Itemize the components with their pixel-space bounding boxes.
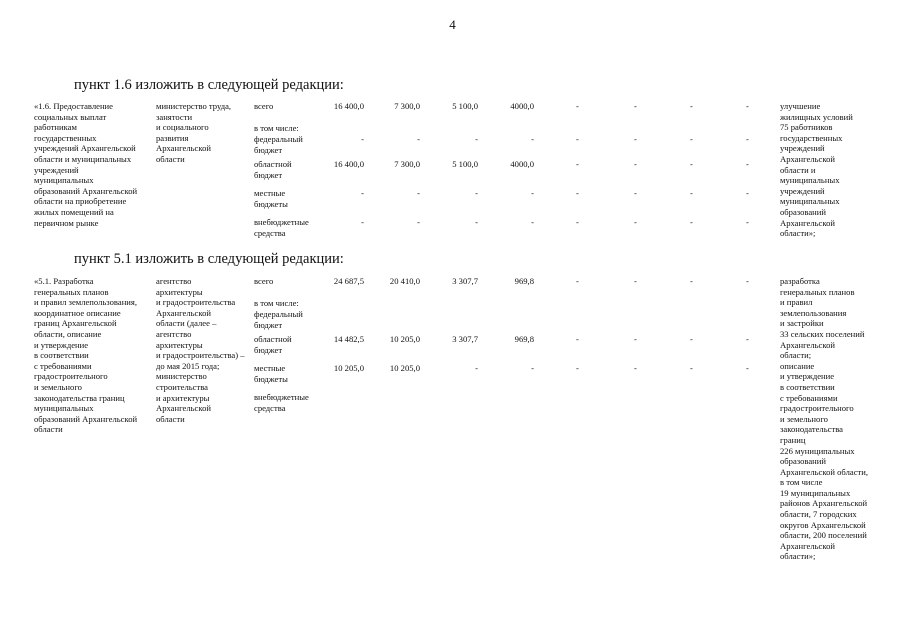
funding-source-label bbox=[254, 309, 303, 330]
empty-year-dash: - bbox=[634, 276, 637, 286]
text-line: учреждений bbox=[780, 185, 825, 196]
text-line: государственных bbox=[34, 132, 97, 143]
empty-year-dash: - bbox=[634, 159, 637, 169]
amount-cell: 7 300,0 bbox=[394, 159, 420, 169]
empty-year-dash: - bbox=[746, 101, 749, 111]
funding-source-label bbox=[254, 276, 273, 287]
text-line: жилищных условий bbox=[780, 111, 853, 122]
amount-cell: 20 410,0 bbox=[389, 276, 420, 286]
text-line: и правил землепользования, bbox=[34, 297, 137, 308]
expected-result bbox=[780, 101, 853, 239]
empty-year-dash: - bbox=[576, 101, 579, 111]
empty-year-dash: - bbox=[690, 134, 693, 144]
text-line: законодательства bbox=[780, 424, 843, 435]
text-line: в том числе: bbox=[254, 123, 299, 133]
empty-year-dash: - bbox=[746, 159, 749, 169]
text-line: образований bbox=[780, 456, 826, 467]
empty-year-dash: - bbox=[634, 217, 637, 227]
text-line: внебюджетные bbox=[254, 392, 309, 402]
amount-cell: 969,8 bbox=[514, 334, 534, 344]
amount-cell: 5 100,0 bbox=[452, 159, 478, 169]
amount-cell: 10 205,0 bbox=[389, 334, 420, 344]
amount-cell: - bbox=[361, 217, 364, 227]
text-line: Архангельской bbox=[156, 403, 211, 414]
empty-year-dash: - bbox=[690, 159, 693, 169]
text-line: Архангельской bbox=[780, 540, 835, 551]
empty-year-dash: - bbox=[746, 363, 749, 373]
funding-source-label bbox=[254, 298, 299, 309]
text-line: законодательства границ bbox=[34, 392, 125, 403]
text-line: 75 работников bbox=[780, 122, 833, 133]
text-line: области bbox=[156, 413, 185, 424]
empty-year-dash: - bbox=[690, 276, 693, 286]
text-line: Архангельской bbox=[780, 217, 835, 228]
text-line: Архангельской bbox=[780, 153, 835, 164]
empty-year-dash: - bbox=[746, 276, 749, 286]
text-line: районов Архангельской bbox=[780, 498, 868, 509]
empty-year-dash: - bbox=[576, 159, 579, 169]
amount-cell: 24 687,5 bbox=[333, 276, 364, 286]
amount-cell: - bbox=[475, 134, 478, 144]
funding-source-label bbox=[254, 123, 299, 134]
text-line: с требованиями bbox=[780, 392, 838, 403]
amount-cell: - bbox=[531, 188, 534, 198]
funding-source-label bbox=[254, 101, 273, 112]
executor bbox=[156, 101, 231, 165]
text-line: министерство bbox=[156, 371, 207, 382]
amount-cell: - bbox=[361, 134, 364, 144]
expected-result bbox=[780, 276, 868, 562]
text-line: жилых помещений на bbox=[34, 206, 114, 217]
text-line: 33 сельских поселений bbox=[780, 328, 865, 339]
text-line: бюджет bbox=[254, 169, 283, 180]
text-line: и утверждение bbox=[780, 371, 835, 382]
empty-year-dash: - bbox=[634, 134, 637, 144]
text-line: улучшение bbox=[780, 101, 821, 111]
empty-year-dash: - bbox=[576, 334, 579, 344]
funding-source-label bbox=[254, 392, 309, 413]
empty-year-dash: - bbox=[746, 188, 749, 198]
text-line: бюджеты bbox=[254, 198, 288, 209]
amount-cell: 969,8 bbox=[514, 276, 534, 286]
text-line: Архангельской области, bbox=[780, 466, 869, 477]
text-line: областной bbox=[254, 159, 292, 169]
empty-year-dash: - bbox=[634, 101, 637, 111]
funding-source-label bbox=[254, 134, 303, 155]
empty-year-dash: - bbox=[634, 363, 637, 373]
text-line: учреждений Архангельской bbox=[34, 143, 136, 154]
amount-cell: - bbox=[475, 217, 478, 227]
text-line: области bbox=[156, 153, 185, 164]
text-line: генеральных планов bbox=[780, 286, 855, 297]
text-line: агентство bbox=[156, 328, 192, 339]
amount-cell: 7 300,0 bbox=[394, 101, 420, 111]
text-line: области и муниципальных bbox=[34, 153, 132, 164]
text-line: округов Архангельской bbox=[780, 519, 866, 530]
text-line: границ bbox=[780, 434, 806, 445]
amount-cell: 16 400,0 bbox=[333, 101, 364, 111]
amount-cell: - bbox=[417, 188, 420, 198]
empty-year-dash: - bbox=[690, 188, 693, 198]
empty-year-dash: - bbox=[576, 276, 579, 286]
page-number: 4 bbox=[449, 17, 456, 32]
amount-cell: - bbox=[475, 188, 478, 198]
amount-cell: 4000,0 bbox=[510, 159, 534, 169]
text-line: работникам bbox=[34, 122, 77, 133]
funding-source-label bbox=[254, 363, 288, 384]
text-line: Архангельской bbox=[156, 307, 211, 318]
text-line: и застройки bbox=[780, 318, 824, 329]
empty-year-dash: - bbox=[690, 101, 693, 111]
activity-name bbox=[34, 101, 137, 228]
funding-source-label bbox=[254, 334, 292, 355]
funding-source-label bbox=[254, 217, 309, 238]
empty-year-dash: - bbox=[576, 217, 579, 227]
text-line: области»; bbox=[780, 228, 816, 239]
text-line: архитектуры bbox=[156, 286, 203, 297]
text-line: 19 муниципальных bbox=[780, 487, 851, 498]
empty-year-dash: - bbox=[576, 188, 579, 198]
text-line: области (далее – bbox=[156, 318, 217, 329]
text-line: бюджет bbox=[254, 344, 283, 355]
text-line: «5.1. Разработка bbox=[34, 276, 94, 286]
empty-year-dash: - bbox=[746, 134, 749, 144]
text-line: бюджет bbox=[254, 319, 283, 330]
funding-source-label bbox=[254, 159, 292, 180]
text-line: градостроительного bbox=[34, 371, 108, 382]
heading-item-5-1: пункт 5.1 изложить в следующей редакции: bbox=[74, 251, 344, 267]
funding-source-label bbox=[254, 188, 288, 209]
empty-year-dash: - bbox=[634, 334, 637, 344]
text-line: и правил bbox=[780, 297, 813, 308]
text-line: всего bbox=[254, 276, 274, 286]
amount-cell: - bbox=[531, 134, 534, 144]
text-line: всего bbox=[254, 101, 274, 111]
text-line: с требованиями bbox=[34, 360, 92, 371]
text-line: занятости bbox=[156, 111, 193, 122]
text-line: области»; bbox=[780, 551, 816, 562]
text-line: развития bbox=[156, 132, 189, 143]
text-line: министерство труда, bbox=[156, 101, 232, 111]
text-line: внебюджетные bbox=[254, 217, 309, 227]
text-line: и земельного bbox=[34, 381, 82, 392]
text-line: учреждений bbox=[780, 143, 825, 154]
text-line: местные bbox=[254, 188, 286, 198]
empty-year-dash: - bbox=[690, 217, 693, 227]
text-line: градостроительного bbox=[780, 403, 854, 414]
text-line: координатное описание bbox=[34, 307, 121, 318]
text-line: учреждений bbox=[34, 164, 79, 175]
text-line: и градостроительства bbox=[156, 297, 236, 308]
text-line: агентство bbox=[156, 276, 192, 286]
empty-year-dash: - bbox=[576, 134, 579, 144]
text-line: муниципальных bbox=[34, 175, 94, 186]
text-line: и земельного bbox=[780, 413, 828, 424]
text-line: 226 муниципальных bbox=[780, 445, 855, 456]
text-line: области, 200 поселений bbox=[780, 530, 867, 541]
text-line: муниципальных bbox=[780, 175, 840, 186]
text-line: области и bbox=[780, 164, 816, 175]
text-line: границ Архангельской bbox=[34, 318, 117, 329]
amount-cell: 3 307,7 bbox=[452, 276, 478, 286]
text-line: и социального bbox=[156, 122, 209, 133]
text-line: социальных выплат bbox=[34, 111, 107, 122]
text-line: области, 7 городских bbox=[780, 509, 857, 520]
text-line: до мая 2015 года; bbox=[156, 360, 220, 371]
executor bbox=[156, 276, 245, 424]
activity-name bbox=[34, 276, 137, 435]
text-line: области; bbox=[780, 350, 812, 361]
text-line: разработка bbox=[780, 276, 820, 286]
text-line: образований bbox=[780, 206, 826, 217]
text-line: образований Архангельской bbox=[34, 185, 138, 196]
empty-year-dash: - bbox=[576, 363, 579, 373]
amount-cell: - bbox=[475, 363, 478, 373]
text-line: и градостроительства) – bbox=[156, 350, 245, 361]
amount-cell: 5 100,0 bbox=[452, 101, 478, 111]
amount-cell: 4000,0 bbox=[510, 101, 534, 111]
text-line: области bbox=[34, 424, 63, 435]
amount-cell: - bbox=[417, 134, 420, 144]
text-line: области на приобретение bbox=[34, 196, 127, 207]
text-line: первичном рынке bbox=[34, 217, 99, 228]
text-line: землепользования bbox=[780, 307, 847, 318]
text-line: областной bbox=[254, 334, 292, 344]
text-line: архитектуры bbox=[156, 339, 203, 350]
amount-cell: 10 205,0 bbox=[333, 363, 364, 373]
amount-cell: - bbox=[531, 363, 534, 373]
amount-cell: - bbox=[417, 217, 420, 227]
amount-cell: - bbox=[361, 188, 364, 198]
text-line: федеральный bbox=[254, 134, 303, 144]
text-line: федеральный bbox=[254, 309, 303, 319]
text-line: бюджеты bbox=[254, 373, 288, 384]
text-line: Архангельской bbox=[156, 143, 211, 154]
text-line: государственных bbox=[780, 132, 843, 143]
text-line: образований Архангельской bbox=[34, 413, 138, 424]
text-line: описание bbox=[780, 360, 815, 371]
text-line: строительства bbox=[156, 381, 208, 392]
text-line: в том числе: bbox=[254, 298, 299, 308]
text-line: Архангельской bbox=[780, 339, 835, 350]
empty-year-dash: - bbox=[690, 334, 693, 344]
empty-year-dash: - bbox=[746, 334, 749, 344]
text-line: местные bbox=[254, 363, 286, 373]
text-line: и архитектуры bbox=[156, 392, 210, 403]
heading-item-1-6: пункт 1.6 изложить в следующей редакции: bbox=[74, 77, 344, 93]
amount-cell: 16 400,0 bbox=[333, 159, 364, 169]
text-line: и утверждение bbox=[34, 339, 89, 350]
empty-year-dash: - bbox=[690, 363, 693, 373]
amount-cell: 14 482,5 bbox=[333, 334, 364, 344]
amount-cell: - bbox=[531, 217, 534, 227]
text-line: «1.6. Предоставление bbox=[34, 101, 113, 111]
text-line: муниципальных bbox=[34, 403, 94, 414]
empty-year-dash: - bbox=[634, 188, 637, 198]
amount-cell: 10 205,0 bbox=[389, 363, 420, 373]
text-line: бюджет bbox=[254, 144, 283, 155]
text-line: генеральных планов bbox=[34, 286, 109, 297]
amount-cell: 3 307,7 bbox=[452, 334, 478, 344]
text-line: в том числе bbox=[780, 477, 823, 488]
text-line: области, описание bbox=[34, 328, 102, 339]
text-line: муниципальных bbox=[780, 196, 840, 207]
text-line: в соответствии bbox=[780, 381, 835, 392]
text-line: средства bbox=[254, 227, 286, 238]
text-line: в соответствии bbox=[34, 350, 89, 361]
text-line: средства bbox=[254, 402, 286, 413]
empty-year-dash: - bbox=[746, 217, 749, 227]
